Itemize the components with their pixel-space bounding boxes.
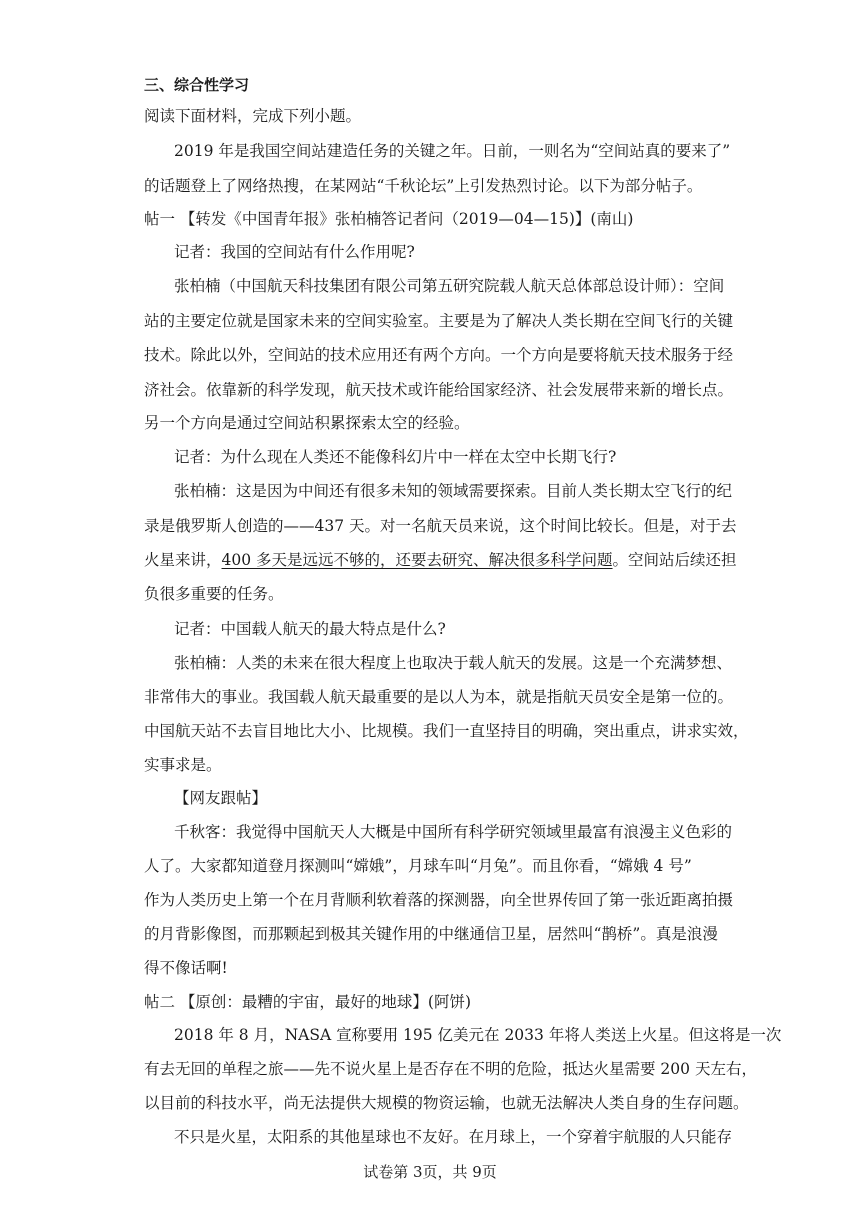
- answer-line: 济社会。依靠新的科学发现，航天技术或许能给国家经济、社会发展带来新的增长点。: [144, 381, 734, 399]
- reporter-question: 记者：为什么现在人类还不能像科幻片中一样在太空中长期飞行?: [174, 448, 617, 466]
- reply-line: 千秋客：我觉得中国航天人大概是中国所有科学研究领域里最富有浪漫主义色彩的: [174, 823, 733, 841]
- answer-line: 负很多重要的任务。: [144, 585, 284, 603]
- answer-line: 张柏楠：人类的未来在很大程度上也取决于载人航天的发展。这是一个充满梦想、: [174, 654, 733, 672]
- reporter-question: 记者：中国载人航天的最大特点是什么?: [174, 620, 446, 638]
- reply-line: 的月背影像图，而那颗起到极其关键作用的中继通信卫星，居然叫“鹊桥”。真是浪漫: [144, 925, 718, 943]
- page-footer: 试卷第 3页，共 9页: [363, 1163, 497, 1181]
- answer-line: 技术。除此以外，空间站的技术应用还有两个方向。一个方向是要将航天技术服务于经: [144, 346, 734, 364]
- reply-line: 人了。大家都知道登月探测叫“嫦娥”，月球车叫“月兔”。而且你看，“嫦娥 4 号”: [144, 857, 692, 875]
- answer-line: 另一个方向是通过空间站积累探索太空的经验。: [144, 414, 470, 432]
- intro-line: 2019 年是我国空间站建造任务的关键之年。日前，一则名为“空间站真的要来了”: [174, 142, 731, 160]
- answer-line: 张柏楠：这是因为中间还有很多未知的领域需要探索。目前人类长期太空飞行的纪: [174, 482, 733, 500]
- post2-header: 帖二 【原创：最糟的宇宙，最好的地球】(阿饼): [144, 993, 472, 1011]
- post2-line: 2018 年 8 月，NASA 宣称要用 195 亿美元在 2033 年将人类送上火星。但这将是一次: [174, 1026, 782, 1044]
- answer-line-underlined: [144, 550, 737, 570]
- intro-line: 的话题登上了网络热搜，在某网站“千秋论坛”上引发热烈讨论。以下为部分帖子。: [144, 177, 703, 195]
- post2-line: 不只是火星，太阳系的其他星球也不友好。在月球上，一个穿着宇航服的人只能存: [174, 1128, 733, 1146]
- reply-line: 作为人类历史上第一个在月背顺利软着落的探测器，向全世界传回了第一张近距离拍摄: [144, 891, 734, 909]
- post1-header: 帖一 【转发《中国青年报》张柏楠答记者问（2019—04—15)】(南山): [144, 210, 634, 228]
- reply-line: 得不像话啊!: [144, 959, 228, 977]
- answer-line: 实事求是。: [144, 756, 222, 774]
- underlined-sentence: 400 多天是远远不够的，还要去研究、解决很多科学问题: [221, 551, 613, 569]
- post2-line: 有去无回的单程之旅——先不说火星上是否存在不明的危险，抵达火星需要 200 天左右，: [144, 1060, 757, 1078]
- post2-line: 以目前的科技水平，尚无法提供大规模的物资运输，也就无法解决人类自身的生存问题。: [144, 1094, 749, 1112]
- answer-line: 中国航天站不去盲目地比大小、比规模。我们一直坚持目的明确，突出重点，讲求实效，: [144, 722, 749, 740]
- reply-header: 【网友跟帖】: [174, 789, 268, 807]
- answer-line: 非常伟大的事业。我国载人航天最重要的是以人为本，就是指航天员安全是第一位的。: [144, 688, 734, 706]
- answer-text: 火星来讲，: [144, 551, 222, 569]
- instruction: 阅读下面材料，完成下列小题。: [144, 107, 362, 125]
- reporter-question: 记者：我国的空间站有什么作用呢?: [174, 243, 415, 261]
- answer-line: 录是俄罗斯人创造的——437 天。对一名航天员来说，这个时间比较长。但是，对于去: [144, 517, 737, 535]
- answer-text: 。空间站后续还担: [612, 551, 737, 569]
- section-title: 三、综合性学习: [144, 76, 250, 94]
- answer-line: 站的主要定位就是国家未来的空间实验室。主要是为了解决人类长期在空间飞行的关键: [144, 312, 734, 330]
- answer-line: 张柏楠（中国航天科技集团有限公司第五研究院载人航天总体部总设计师）：空间: [174, 277, 725, 295]
